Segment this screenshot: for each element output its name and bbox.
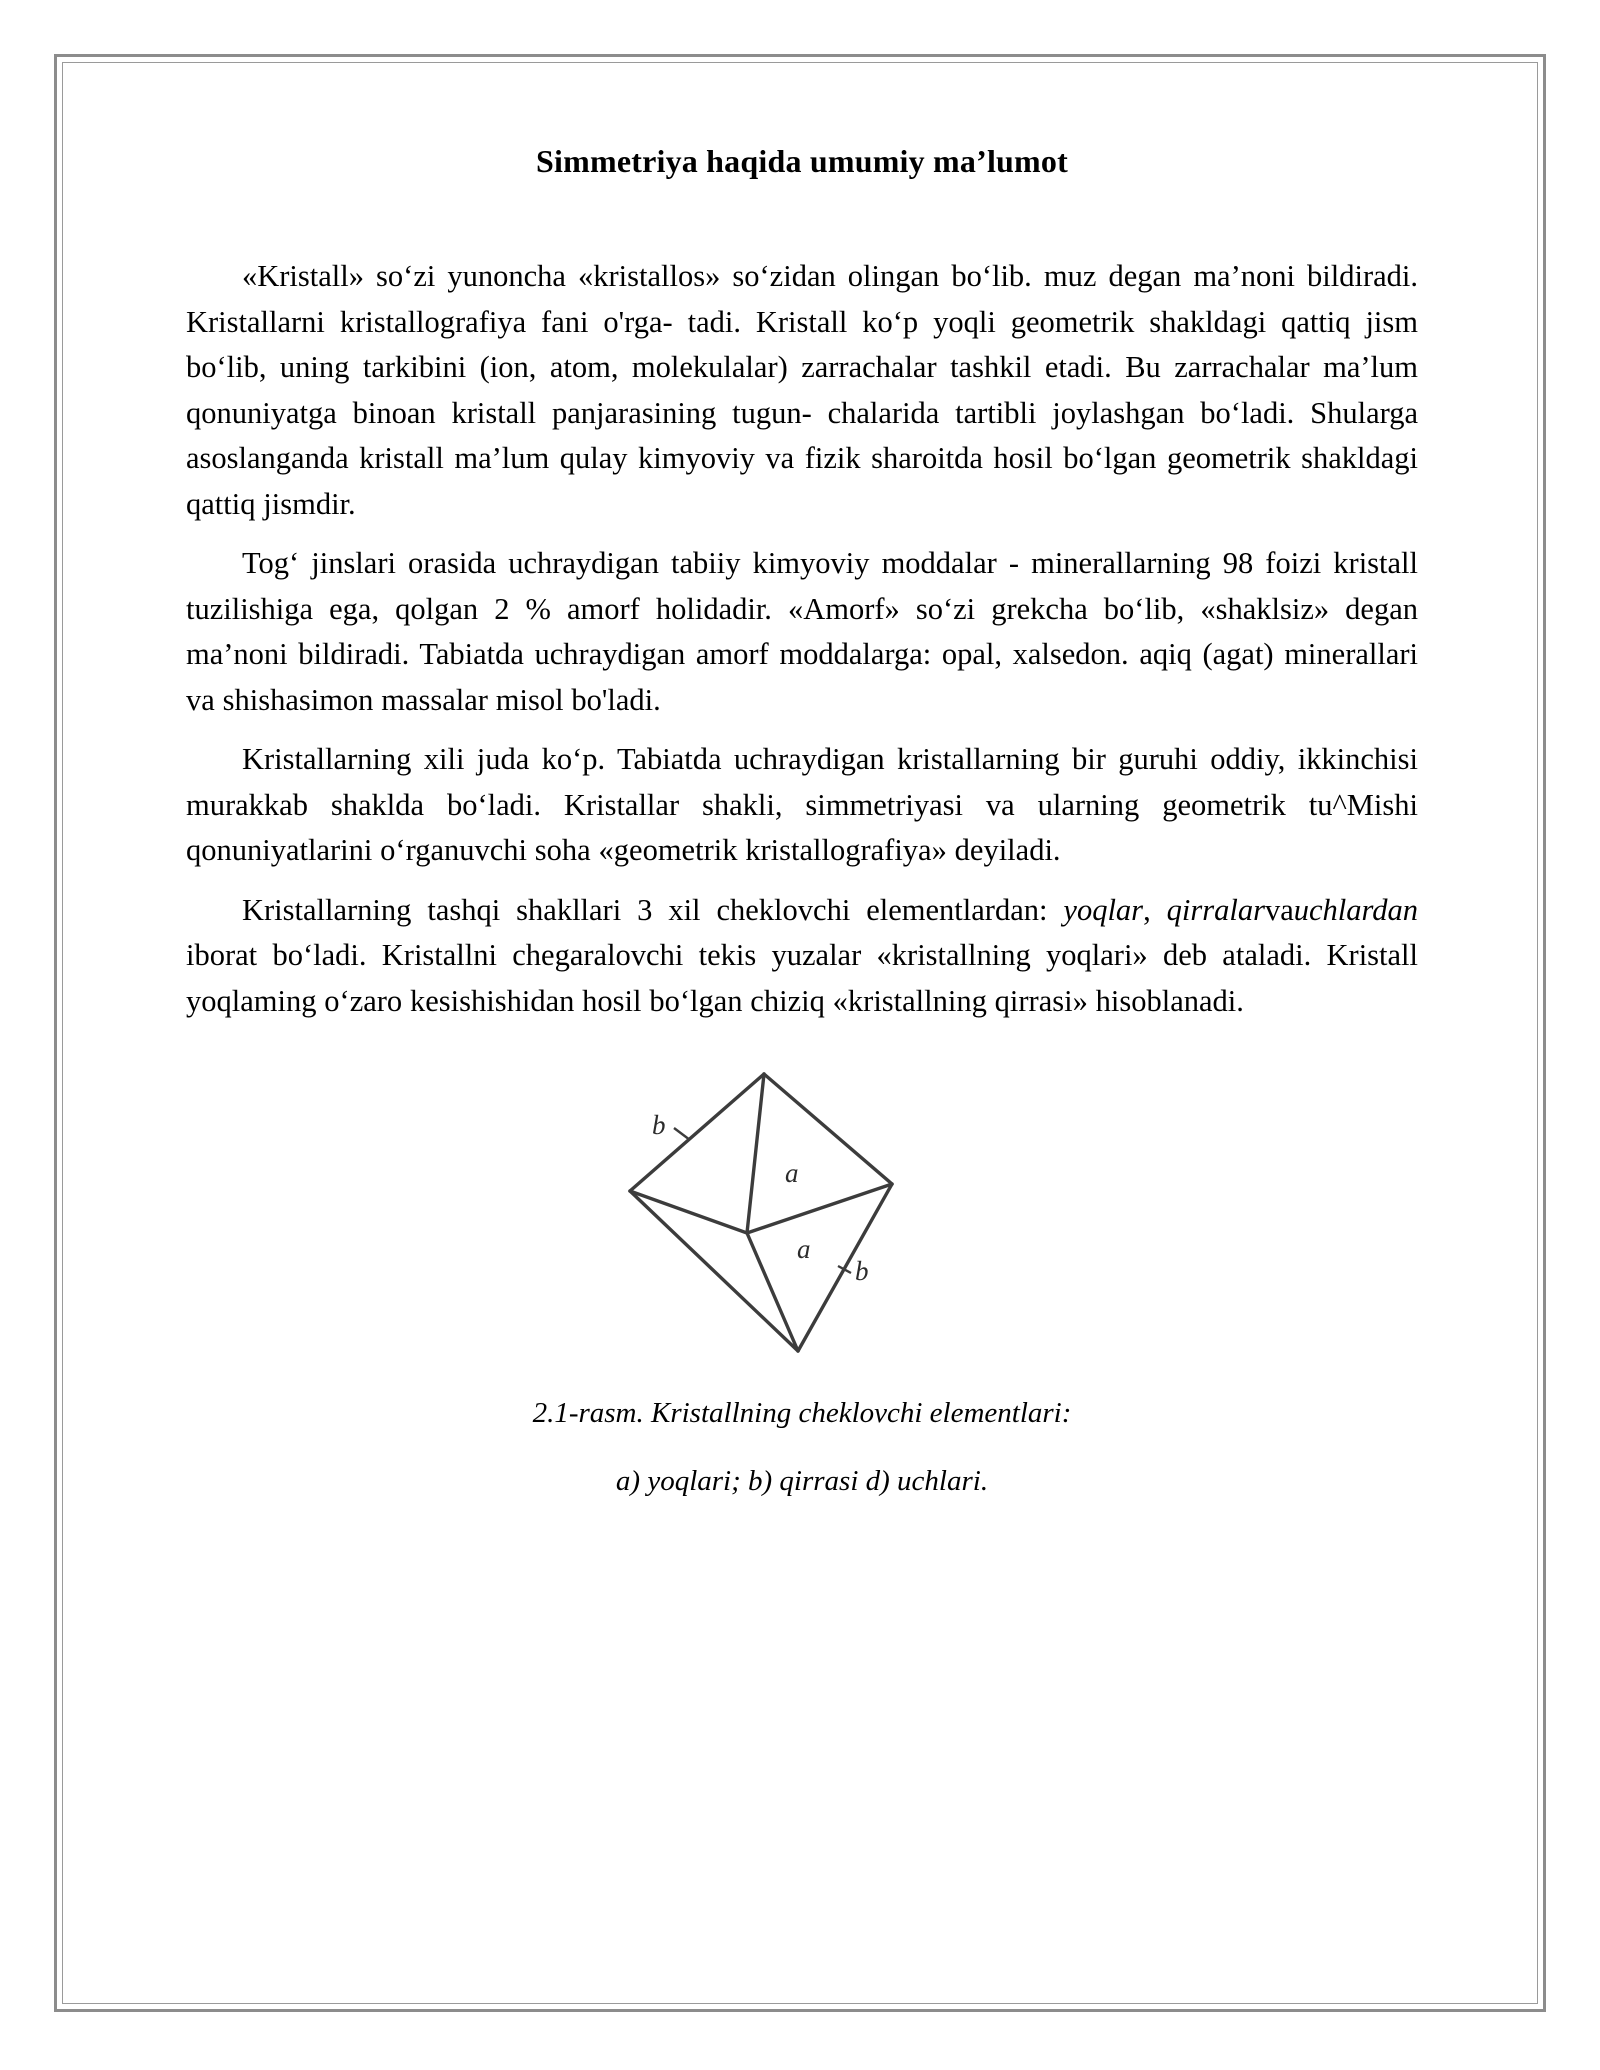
paragraph-1-run-1: «Kristall» so‘zi yunoncha «kristallos» so‘zidan olingan bo‘lib. muz degan ma’noni bildiradi. Kristallarni kristallografiya fani o'rga- tadi. Kristall ko‘p yoqli geometrik shakldagi qattiq jism bo‘lib, uning tarkibini (ion, atom, molekulalar) zarrachalar tashkil etadi. Bu zarrachalar ma’lum qonuniyatga binoan kristall panjarasining tugun- chalarida tartibli joylashgan bo‘ladi. Shularga asoslanganda kristall ma’lum qulay kimyoviy va fizik sharoitda hosil bo‘lgan geometrik shakldagi qattiq jismdir. — [186, 259, 1418, 521]
page-title: Simmetriya haqida umumiy ma’lumot — [536, 143, 1068, 179]
paragraph-4-term-qirralar: qirralar — [1166, 892, 1265, 927]
paragraph-2-run-1: Tog‘ jinslari orasida uchraydigan tabiiy kimyoviy moddalar - minerallarning 98 foizi kristall tuzilishiga ega, qolgan 2 % amorf holidadir. «Amorf» so‘zi grekcha bo‘lib, «shaklsiz» degan ma’noni bildiradi. Tabiatda uchraydigan amorf moddalarga: opal, xalsedon. aqiq (agat) minerallari va shishasimon massalar misol bo'ladi. — [186, 546, 1418, 717]
page-content — [186, 120, 1418, 1502]
crystal-bipyramid-diagram — [602, 1062, 1002, 1362]
paragraph-4-run-7: iborat bo‘ladi. Kristallni chegaralovchi tekis yuzalar «kristallning yoqlari» deb ataladi. Kristall yoqlaming o‘zaro kesishishidan hosil bo‘lgan chiziq «kristallning qirrasi» hisoblanadi. — [186, 938, 1418, 1018]
label-b-top: b — [652, 1110, 666, 1141]
paragraph-3 — [186, 737, 1418, 874]
paragraph-4-term-yoqlar: yoqlar — [1063, 892, 1144, 927]
paragraph-3-run-1: Kristallarning xili juda ko‘p. Tabiatda uchraydigan kristallarning bir guruhi oddiy, ikkinchisi murakkab shaklda bo‘ladi. Kristallar shakli, simmetriyasi va ularning geometrik tu^Mishi qonuniyatlarini o‘rganuvchi soha «geometrik kristallografiya» deyiladi. — [186, 742, 1418, 868]
paragraph-1 — [186, 254, 1418, 527]
paragraph-4-run-1: Kristallarning tashqi shakllari 3 xil cheklovchi elementlardan: — [242, 892, 1064, 927]
figure-caption-line-2: a) yoqlari; b) qirrasi d) uchlari. — [615, 1465, 989, 1498]
paragraph-2 — [186, 541, 1418, 723]
label-a-upper: a — [785, 1158, 799, 1189]
label-a-lower: a — [797, 1234, 811, 1265]
body-text — [186, 254, 1418, 1024]
paragraph-4-run-3: , — [1143, 892, 1167, 927]
figure-caption-line-1: 2.1-rasm. Kristallning cheklovchi elementlari: — [532, 1397, 1072, 1430]
label-leader-lines — [674, 1128, 851, 1273]
paragraph-4-term-uchlardan: uchlardan — [1293, 892, 1418, 927]
paragraph-4 — [186, 888, 1418, 1025]
bipyramid-edges — [630, 1074, 892, 1351]
paragraph-4-conjunction: va — [1264, 892, 1294, 927]
figure-2-1 — [186, 1062, 1418, 1502]
label-b-bottom: b — [855, 1256, 869, 1287]
